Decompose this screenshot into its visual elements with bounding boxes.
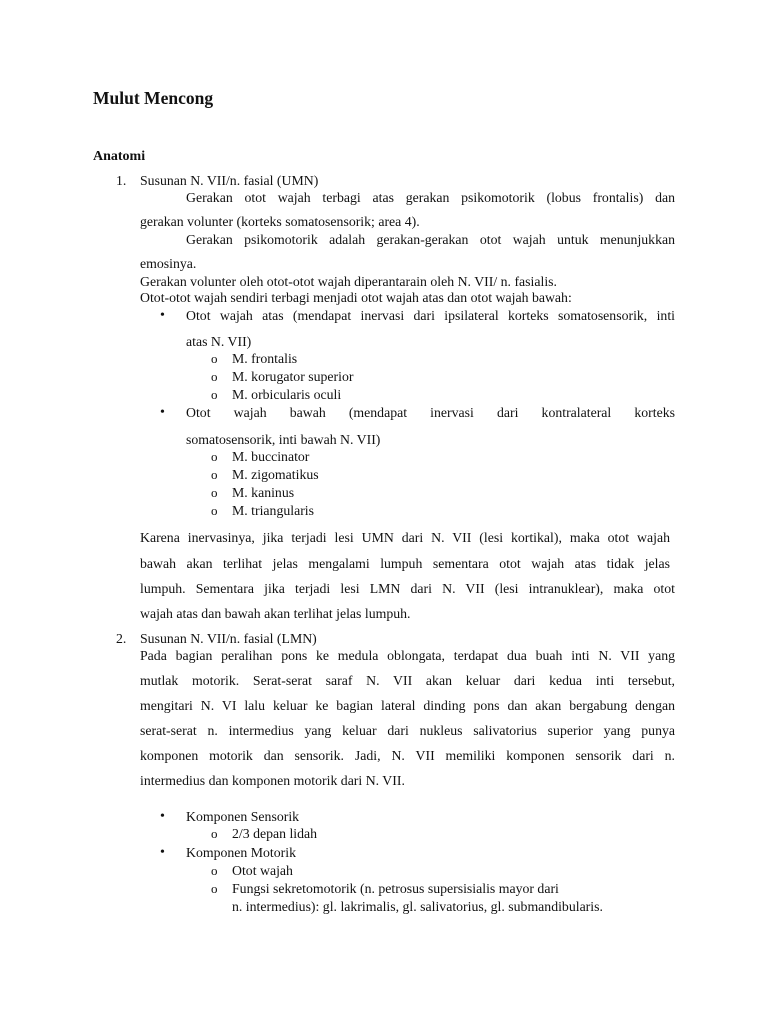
- paragraph-line: gerakan volunter (korteks somatosensorik; area 4).: [140, 214, 420, 229]
- list-item: M. orbicularis oculi: [232, 387, 342, 402]
- paragraph-line: komponen motorik dan sensorik. Jadi, N. VII memiliki komponen sensorik dari n.: [140, 748, 675, 763]
- paragraph-line: emosinya.: [140, 256, 197, 271]
- list-item: n. intermedius): gl. lakrimalis, gl. salivatorius, gl. submandibularis.: [232, 899, 603, 914]
- paragraph-line: Otot-otot wajah sendiri terbagi menjadi otot wajah atas dan otot wajah bawah:: [140, 290, 572, 305]
- list-item: M. frontalis: [232, 351, 298, 366]
- bullet-icon: •: [160, 845, 165, 860]
- bullet-text: Komponen Sensorik: [186, 809, 300, 824]
- section-heading: Anatomi: [93, 149, 146, 164]
- list-item: 2/3 depan lidah: [232, 826, 318, 841]
- list-item: M. korugator superior: [232, 369, 354, 384]
- bullet-text: somatosensorik, inti bawah N. VII): [186, 432, 381, 447]
- paragraph-line: lumpuh. Sementara jika terjadi lesi LMN dari N. VII (lesi intranuklear), maka otot: [140, 581, 675, 596]
- list-item: M. triangularis: [232, 503, 314, 518]
- sub-bullet-icon: o: [211, 369, 218, 384]
- list-item: M. kaninus: [232, 485, 295, 500]
- item1-heading: Susunan N. VII/n. fasial (UMN): [140, 173, 319, 188]
- sub-bullet-icon: o: [211, 351, 218, 366]
- paragraph-line: Gerakan psikomotorik adalah gerakan-gerakan otot wajah untuk menunjukkan: [186, 232, 675, 247]
- document-title: Mulut Mencong: [93, 88, 214, 108]
- paragraph-line: Karena inervasinya, jika terjadi lesi UMN dari N. VII (lesi kortikal), maka otot wajah: [140, 530, 670, 545]
- list-item: M. zigomatikus: [232, 467, 319, 482]
- sub-bullet-icon: o: [211, 503, 218, 518]
- bullet-icon: •: [160, 308, 165, 323]
- paragraph-line: Gerakan otot wajah terbagi atas gerakan psikomotorik (lobus frontalis) dan: [186, 190, 675, 205]
- bullet-icon: •: [160, 405, 165, 420]
- paragraph-line: mutlak motorik. Serat-serat saraf N. VII akan keluar dari kedua inti tersebut,: [140, 673, 675, 688]
- bullet-text: Komponen Motorik: [186, 845, 296, 860]
- paragraph-line: wajah atas dan bawah akan terlihat jelas lumpuh.: [140, 606, 411, 621]
- list-number: 1.: [116, 173, 127, 188]
- sub-bullet-icon: o: [211, 467, 218, 482]
- sub-bullet-icon: o: [211, 863, 218, 878]
- bullet-text: Otot wajah atas (mendapat inervasi dari ipsilateral korteks somatosensorik, inti: [186, 308, 675, 323]
- paragraph-line: serat-serat n. intermedius yang keluar dari nukleus salivatorius superior yang punya: [140, 723, 675, 738]
- bullet-text: atas N. VII): [186, 334, 252, 349]
- paragraph-line: Pada bagian peralihan pons ke medula oblongata, terdapat dua buah inti N. VII yang: [140, 648, 675, 663]
- paragraph-line: bawah akan terlihat jelas mengalami lumpuh sementara otot wajah atas tidak jelas: [140, 556, 670, 571]
- bullet-text: Otot wajah bawah (mendapat inervasi dari kontralateral korteks: [186, 405, 675, 420]
- paragraph-line: Gerakan volunter oleh otot-otot wajah diperantarain oleh N. VII/ n. fasialis.: [140, 274, 557, 289]
- list-item: M. buccinator: [232, 449, 310, 464]
- list-item: Otot wajah: [232, 863, 293, 878]
- sub-bullet-icon: o: [211, 485, 218, 500]
- paragraph-line: mengitari N. VI lalu keluar ke bagian lateral dinding pons dan akan bergabung dengan: [140, 698, 675, 713]
- sub-bullet-icon: o: [211, 449, 218, 464]
- sub-bullet-icon: o: [211, 881, 218, 896]
- sub-bullet-icon: o: [211, 387, 218, 402]
- list-item: Fungsi sekretomotorik (n. petrosus supersisialis mayor dari: [232, 881, 559, 896]
- item2-heading: Susunan N. VII/n. fasial (LMN): [140, 631, 317, 646]
- list-number: 2.: [116, 631, 127, 646]
- bullet-icon: •: [160, 809, 165, 824]
- sub-bullet-icon: o: [211, 826, 218, 841]
- paragraph-line: intermedius dan komponen motorik dari N. VII.: [140, 773, 405, 788]
